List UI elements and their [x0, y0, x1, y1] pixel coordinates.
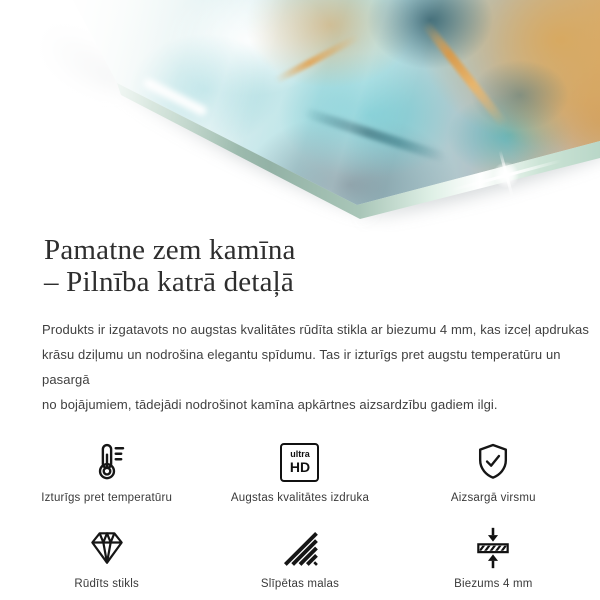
- feature-label: Biezums 4 mm: [454, 578, 533, 590]
- feature-thickness: [397, 526, 590, 590]
- thermometer-icon: [85, 440, 129, 484]
- ultra-hd-text-top: ultra: [290, 449, 310, 459]
- ultra-hd-icon: [278, 440, 322, 484]
- product-photo: [0, 0, 600, 232]
- feature-label: Aizsargā virsmu: [450, 492, 536, 504]
- description-line: no bojājumiem, tādejādi nodrošinot kamīna apkārtnes aizsardzību gadiem ilgi.: [42, 397, 498, 412]
- feature-polished-edges: [203, 526, 396, 590]
- shield-check-icon: [471, 440, 515, 484]
- feature-protection: [397, 440, 590, 504]
- feature-label: Slīpētas malas: [260, 578, 340, 590]
- feature-temperature: [10, 440, 203, 504]
- feature-label: Izturīgs pret temperatūru: [41, 492, 173, 504]
- description-line: krāsu dziļumu un nodrošina elegantu spīdumu. Tas ir izturīgs pret augstu temperatūru un pasargā: [42, 347, 561, 387]
- product-description: [42, 317, 600, 417]
- diamond-icon: [85, 526, 129, 570]
- thickness-icon: [471, 526, 515, 570]
- feature-tempered-glass: [10, 526, 203, 590]
- page-title-line2: – Pilnība katrā detaļā: [44, 266, 295, 298]
- feature-print-quality: [203, 440, 396, 504]
- page-title: [44, 234, 600, 298]
- ultra-hd-badge: [280, 443, 319, 482]
- feature-label: Augstas kvalitātes izdruka: [230, 492, 370, 504]
- description-line: Produkts ir izgatavots no augstas kvalitātes rūdīta stikla ar biezumu 4 mm, kas izceļ apdrukas: [42, 322, 589, 337]
- page-title-line1: Pamatne zem kamīna: [44, 234, 296, 266]
- ultra-hd-text-bottom: HD: [289, 459, 311, 475]
- feature-grid: [10, 440, 590, 590]
- bevel-stripes-icon: [278, 526, 322, 570]
- feature-label: Rūdīts stikls: [74, 578, 139, 590]
- product-description-section: [0, 230, 600, 590]
